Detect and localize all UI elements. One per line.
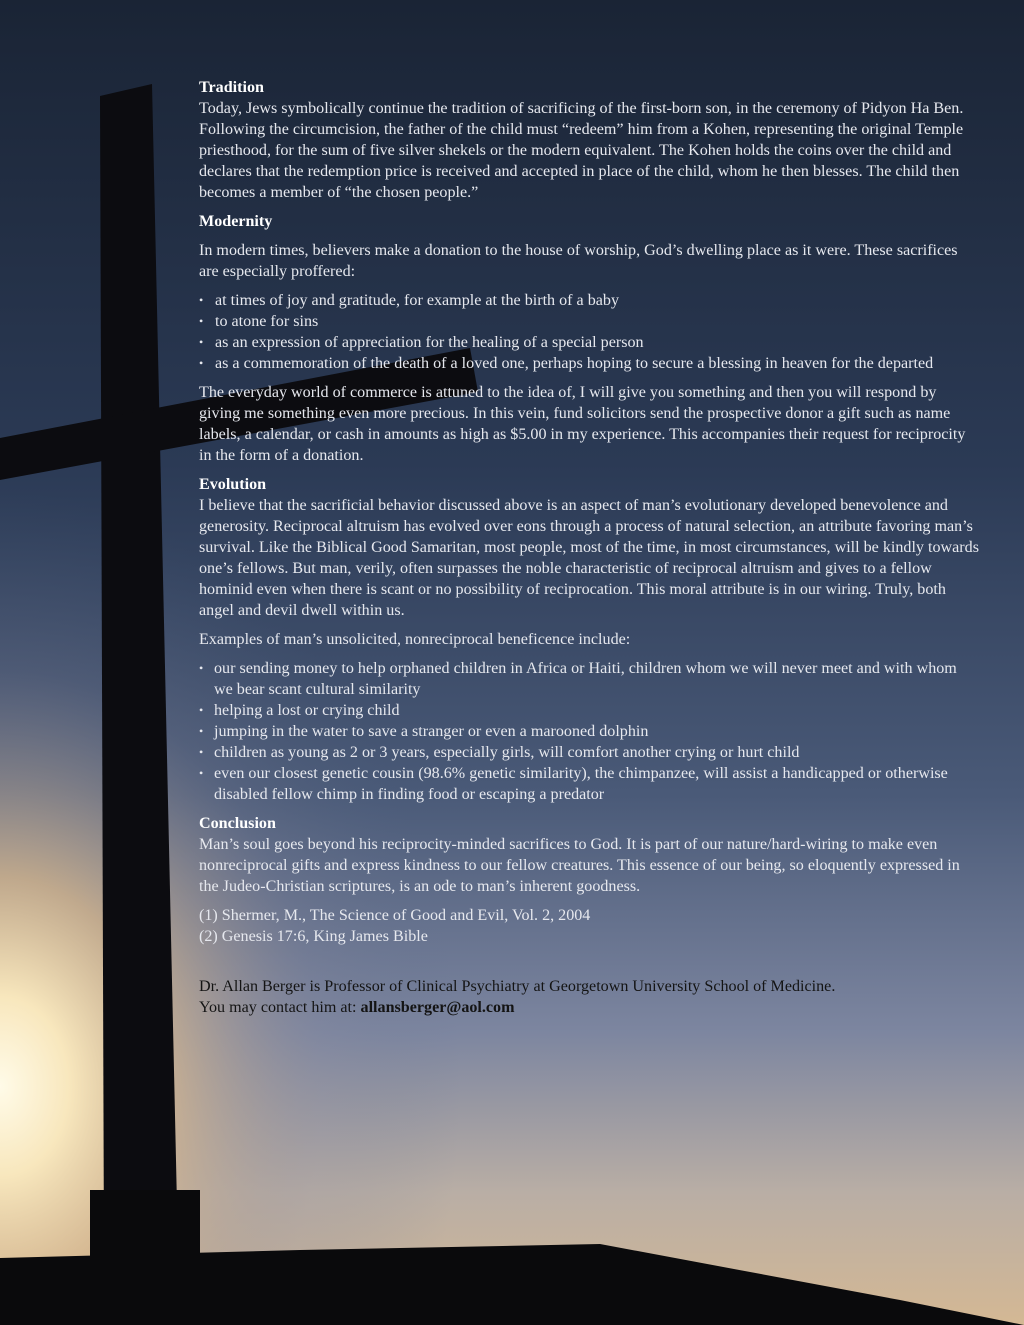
conclusion-section bbox=[199, 813, 979, 897]
section-heading-evolution: Evolution bbox=[199, 476, 267, 493]
section-heading-conclusion: Conclusion bbox=[199, 815, 276, 832]
list-item: • even our closest genetic cousin (98.6% genetic similarity), the chimpanzee, will assist a handicapped or otherwise disabled fellow chimp in finding food or escaping a predator bbox=[199, 763, 979, 805]
evolution-section bbox=[199, 474, 979, 805]
contact-line bbox=[199, 997, 979, 1018]
list-item: • at times of joy and gratitude, for example at the birth of a baby bbox=[199, 290, 979, 311]
tradition-paragraph: Today, Jews symbolically continue the tradition of sacrificing of the first-born son, in the ceremony of Pidyon Ha Ben. Following the circumcision, the father of the child must “redeem” him from a Kohen, representing the original Temple priesthood, for the sum of five silver shekels or the modern equivalent. The Kohen holds the coins over the child and declares that the redemption price is received and accepted in place of the child, whom he then blesses. The child then becomes a member of “the chosen people.” bbox=[199, 100, 964, 201]
conclusion-paragraph: Man’s soul goes beyond his reciprocity-minded sacrifices to God. It is part of our nature/hard-wiring to make even nonreciprocal gifts and express kindness to our fellow creatures. This essence of our being, so eloquently expressed in the Judeo-Christian scriptures, is an ode to man’s inherent goodness. bbox=[199, 836, 960, 895]
list-item: • helping a lost or crying child bbox=[199, 700, 979, 721]
modernity-intro: In modern times, believers make a donation to the house of worship, God’s dwelling place as it were. These sacrifices are especially proffered: bbox=[199, 242, 958, 280]
tradition-section bbox=[199, 77, 979, 203]
references bbox=[199, 905, 979, 947]
list-item: • to atone for sins bbox=[199, 311, 979, 332]
sacrifices-list bbox=[199, 290, 979, 374]
bio-line: Dr. Allan Berger is Professor of Clinical Psychiatry at Georgetown University School of Medicine. bbox=[199, 978, 836, 995]
modernity-section bbox=[199, 211, 979, 466]
email-link[interactable]: allansberger@aol.com bbox=[360, 999, 515, 1016]
reference-item: (2) Genesis 17:6, King James Bible bbox=[199, 928, 428, 945]
article-body bbox=[199, 77, 979, 1018]
commerce-paragraph: The everyday world of commerce is attuned to the idea of, I will give you something and then you will respond by giving me something even more precious. In this vein, fund solicitors send the prospective donor a gift such as name labels, a calendar, or cash in amounts as high as $5.00 in my experience. This accompanies their request for reciprocity in the form of a donation. bbox=[199, 384, 966, 464]
examples-intro: Examples of man’s unsolicited, nonreciprocal beneficence include: bbox=[199, 631, 631, 648]
list-item: • as a commemoration of the death of a loved one, perhaps hoping to secure a blessing in heaven for the departed bbox=[199, 353, 979, 374]
list-item: • children as young as 2 or 3 years, especially girls, will comfort another crying or hurt child bbox=[199, 742, 979, 763]
author-bio bbox=[199, 976, 979, 1018]
section-heading-modernity: Modernity bbox=[199, 213, 273, 230]
list-item: • as an expression of appreciation for the healing of a special person bbox=[199, 332, 979, 353]
list-item: • jumping in the water to save a stranger or even a marooned dolphin bbox=[199, 721, 979, 742]
contact-prefix: You may contact him at: bbox=[199, 999, 361, 1016]
evolution-paragraph: I believe that the sacrificial behavior discussed above is an aspect of man’s evolutionary developed benevolence and generosity. Reciprocal altruism has evolved over eons through a process of natural selection, an attribute favoring man’s survival. Like the Biblical Good Samaritan, most people, most of the time, in most circumstances, will be kindly towards one’s fellows. But man, verily, often surpasses the noble characteristic of reciprocal altruism and gives to a fellow hominid even when there is scant or no possibility of reciprocation. This moral attribute is in our wiring. Truly, both angel and devil dwell within us. bbox=[199, 497, 979, 619]
examples-list bbox=[199, 658, 979, 805]
reference-item: (1) Shermer, M., The Science of Good and Evil, Vol. 2, 2004 bbox=[199, 907, 591, 924]
list-item: • our sending money to help orphaned children in Africa or Haiti, children whom we will never meet and with whom we bear scant cultural similarity bbox=[199, 658, 979, 700]
section-heading-tradition: Tradition bbox=[199, 79, 264, 96]
